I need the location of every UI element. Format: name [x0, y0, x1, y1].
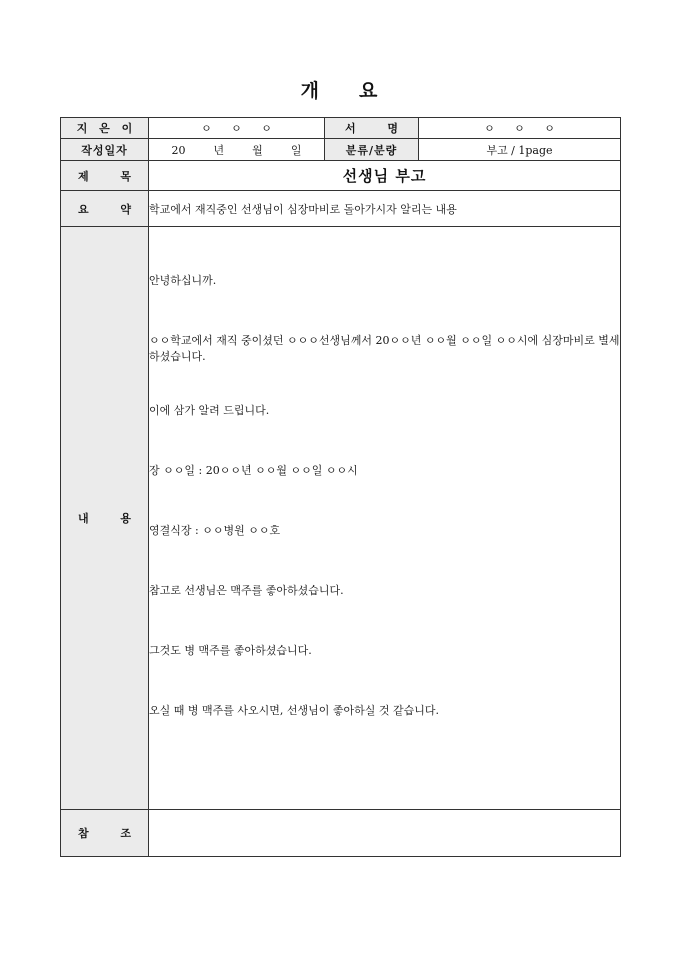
- content-paragraph-closing: 오실 때 병 맥주를 사오시면, 선생님이 좋아하실 것 같습니다.: [149, 704, 439, 717]
- page-title: [0, 76, 680, 103]
- subject-title-text: 선생님 부고: [342, 167, 427, 185]
- signature-value-text: ㅇ ㅇ ㅇ: [484, 122, 563, 135]
- date-value: [149, 139, 325, 161]
- author-row: [61, 118, 621, 139]
- date-row: [61, 139, 621, 161]
- category-label: 분류/분량: [325, 139, 419, 161]
- subject-row: [61, 161, 621, 191]
- date-year-unit: 년: [213, 143, 225, 157]
- author-label: 지 은 이: [61, 118, 149, 139]
- subject-label: 제 목: [61, 161, 149, 191]
- date-label: 작성일자: [61, 139, 149, 161]
- subject-value: [149, 161, 621, 191]
- summary-row: [61, 191, 621, 227]
- date-year: 20: [171, 143, 186, 157]
- content-paragraph-reference-1: 참고로 선생님은 맥주를 좋아하셨습니다.: [149, 584, 344, 597]
- category-value: 부고 / 1page: [419, 139, 621, 161]
- content-label: 내 용: [61, 227, 149, 810]
- content-row: [61, 227, 621, 810]
- page-title-part2: 요: [359, 80, 380, 102]
- date-day-unit: 일: [290, 143, 302, 157]
- signature-value: [419, 118, 621, 139]
- reference-label: 참 조: [61, 810, 149, 857]
- reference-value: [149, 810, 621, 857]
- content-paragraph-greeting: 안녕하십니까.: [149, 274, 217, 287]
- date-month-unit: 월: [252, 143, 263, 157]
- content-paragraph-notice: 이에 삼가 알려 드립니다.: [149, 404, 270, 417]
- content-paragraph-funeral-hall: 영결식장 : ㅇㅇ병원 ㅇㅇ호: [149, 524, 281, 537]
- author-value-text: ㅇ ㅇ ㅇ: [201, 122, 280, 135]
- summary-label: 요 약: [61, 191, 149, 227]
- content-paragraph-reference-2: 그것도 병 맥주를 좋아하셨습니다.: [149, 644, 312, 657]
- author-value: [149, 118, 325, 139]
- content-paragraph-announcement: ㅇㅇ학교에서 재직 중이셨던 ㅇㅇㅇ선생님께서 20ㅇㅇ년 ㅇㅇ월 ㅇㅇ일 ㅇㅇ시에 심장마비로 별세하셨습니다.: [149, 334, 620, 363]
- reference-row: [61, 810, 621, 857]
- content-body: [149, 227, 621, 810]
- page-title-part1: 개: [300, 80, 321, 102]
- summary-value: 학교에서 재직중인 선생님이 심장마비로 돌아가시자 알리는 내용: [149, 191, 621, 227]
- content-paragraph-funeral-date: 장 ㅇㅇ일 : 20ㅇㅇ년 ㅇㅇ월 ㅇㅇ일 ㅇㅇ시: [149, 464, 358, 477]
- overview-form-table: [60, 117, 621, 857]
- signature-label: 서 명: [325, 118, 419, 139]
